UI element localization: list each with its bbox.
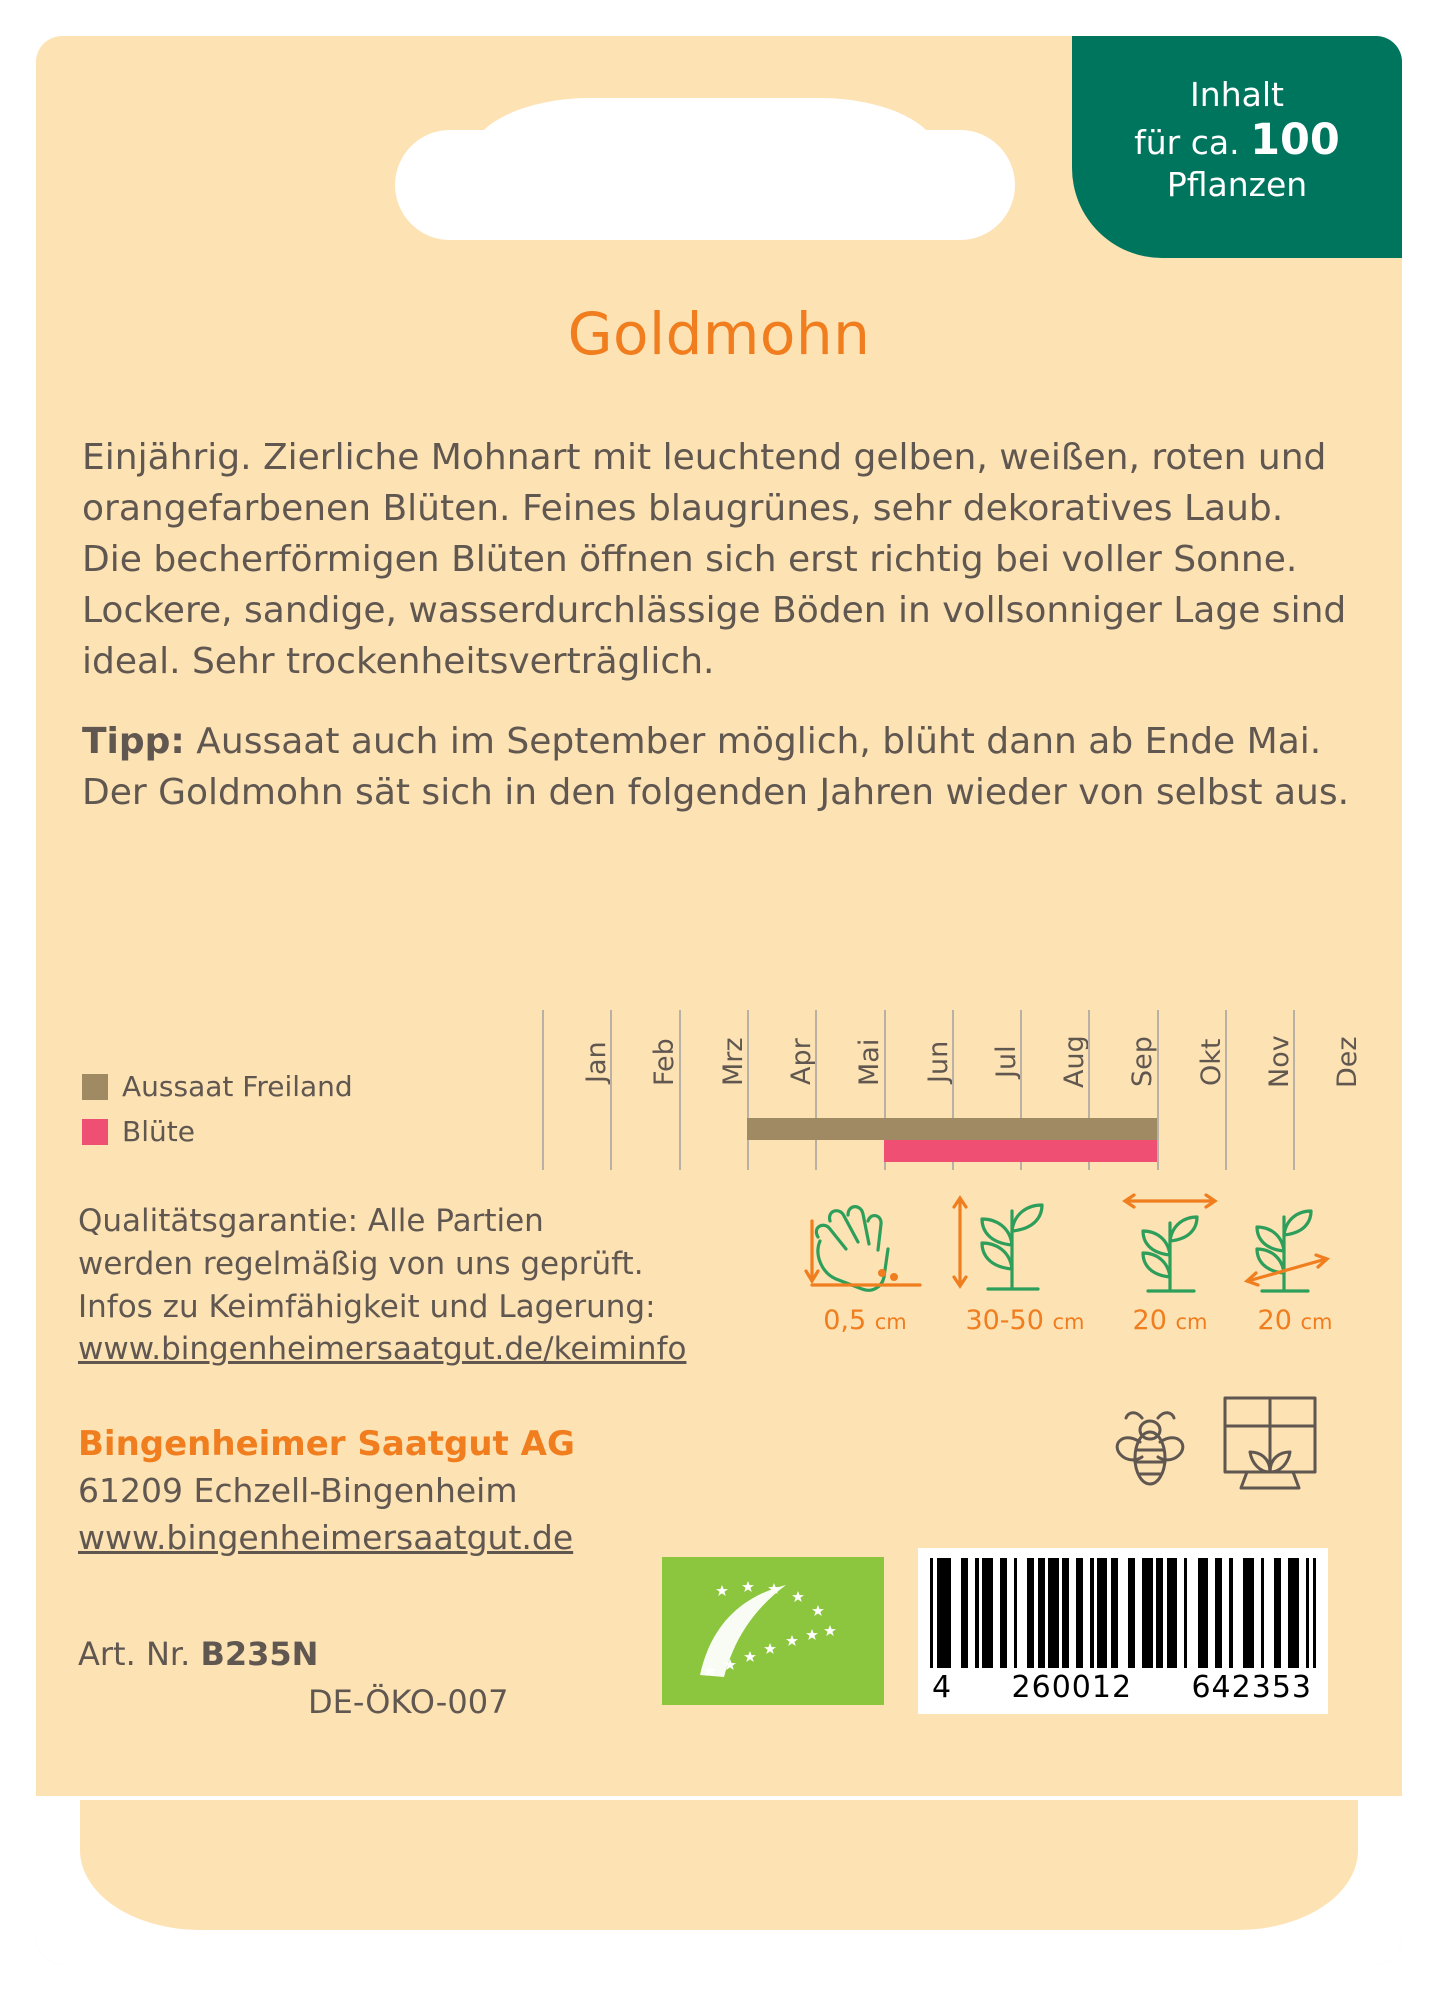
barcode-bar [982, 1558, 992, 1668]
barcode-bar [1038, 1558, 1045, 1668]
barcode-bar [1313, 1558, 1316, 1668]
barcode-left-digits: 260012 [1011, 1670, 1133, 1705]
eu-organic-logo [662, 1557, 884, 1705]
article-number-value: B235N [200, 1635, 319, 1673]
article-number-label: Art. Nr. [78, 1635, 201, 1673]
barcode-bar [1076, 1558, 1083, 1668]
legend-item-bloom [82, 1115, 353, 1148]
barcode-right-digits: 642353 [1191, 1670, 1312, 1705]
barcode-bar [1111, 1558, 1118, 1668]
calendar-bar-sowing [747, 1118, 1157, 1140]
calendar-month-nov [1225, 1010, 1293, 1170]
calendar-month-label: Jan [581, 1041, 612, 1083]
calendar-month-jan [542, 1010, 610, 1170]
calendar-month-label: Mai [854, 1038, 886, 1086]
content-badge-line2 [1072, 115, 1402, 166]
calendar-bar-bloom [884, 1140, 1157, 1162]
bee-friendly-icon [1100, 1400, 1200, 1500]
quality-guarantee [78, 1200, 778, 1371]
tip-paragraph [82, 716, 1352, 818]
tip-text: Aussaat auch im September möglich, blüht dann ab Ende Mai. Der Goldmohn sät sich in den folgenden Jahren wieder von selbst aus. [82, 720, 1350, 813]
company-street: 61209 Echzell-Bingenheim [78, 1471, 518, 1511]
barcode-bar [1215, 1558, 1222, 1668]
content-badge-value: 100 [1250, 114, 1340, 165]
barcode-bar [1208, 1558, 1215, 1668]
barcode-bar [1000, 1558, 1007, 1668]
barcode-bar [1007, 1558, 1014, 1668]
barcode-bar [1069, 1558, 1076, 1668]
barcode-bar [940, 1558, 950, 1668]
legend-label-sowing: Aussaat Freiland [122, 1070, 353, 1103]
plant-height-label [930, 1305, 1120, 1336]
calendar-month-apr [747, 1010, 815, 1170]
calendar-month-mrz [679, 1010, 747, 1170]
barcode-bar [1299, 1558, 1306, 1668]
barcode-bar [1167, 1558, 1177, 1668]
barcode-bars [930, 1558, 1316, 1668]
calendar-month-label: Dez [1332, 1036, 1364, 1088]
bottom-curve [80, 1800, 1358, 1930]
organic-code: DE-ÖKO-007 [308, 1683, 509, 1721]
barcode-bar [968, 1558, 975, 1668]
legend-swatch-bloom [82, 1119, 108, 1145]
plant-height-icon [940, 1185, 1110, 1315]
barcode-bar [1048, 1558, 1058, 1668]
barcode-bar [1097, 1558, 1107, 1668]
calendar-month-label: Okt [1195, 1038, 1227, 1086]
barcode-bar [1281, 1558, 1288, 1668]
windowsill-icon [1215, 1392, 1325, 1507]
calendar-month-mai [815, 1010, 886, 1170]
content-badge [1072, 36, 1402, 258]
barcode-bar [1177, 1558, 1184, 1668]
eu-organic-leaf-icon [662, 1557, 884, 1705]
calendar-month-label: Mrz [717, 1037, 749, 1087]
plant-spacing-value: 20 [1257, 1305, 1292, 1336]
calendar-grid [542, 1010, 1362, 1170]
row-spacing-value: 20 [1132, 1305, 1167, 1336]
tip-label: Tipp: [82, 720, 185, 762]
barcode-bar [1264, 1558, 1274, 1668]
barcode-bar [1017, 1558, 1027, 1668]
calendar-month-okt [1157, 1010, 1225, 1170]
calendar-month-label: Jul [990, 1045, 1022, 1079]
barcode-bar [961, 1558, 968, 1668]
barcode-bar [993, 1558, 1000, 1668]
description-paragraph: Einjährig. Zierliche Mohnart mit leuchtend gelben, weißen, roten und orangefarbenen Blüten. Feines blaugrünes, sehr dekoratives Laub. Die becherförmigen Blüten öffnen sich erst richtig bei voller Sonne. Lockere, sandige, wasserdurchlässige Böden in vollsonniger Lage sind ideal. Sehr trockenheitsverträglich. [82, 437, 1347, 683]
page-title: Goldmohn [567, 300, 871, 368]
company-address [78, 1420, 575, 1562]
barcode-bar [1243, 1558, 1253, 1668]
calendar-month-feb [610, 1010, 681, 1170]
barcode-digits [930, 1668, 1316, 1705]
plant-height-unit: cm [1052, 1310, 1085, 1334]
hang-hole [395, 130, 1015, 240]
sowing-depth-label [780, 1305, 950, 1336]
quality-line3: Infos zu Keimfähigkeit und Lagerung: [78, 1288, 656, 1325]
article-number-block [78, 1630, 508, 1726]
legend-swatch-sowing [82, 1074, 108, 1100]
barcode-bar [1274, 1558, 1281, 1668]
description-block [82, 432, 1352, 846]
quality-line1: Qualitätsgarantie: Alle Partien [78, 1203, 544, 1239]
barcode-lead-digit: 4 [932, 1670, 953, 1705]
calendar-month-dez [1293, 1010, 1364, 1170]
barcode-bar [1156, 1558, 1163, 1668]
barcode-bar [1288, 1558, 1298, 1668]
pictogram-row [790, 1185, 1370, 1385]
barcode [918, 1548, 1328, 1714]
barcode-bar [1027, 1558, 1034, 1668]
plant-spacing-unit: cm [1300, 1310, 1333, 1334]
legend-item-sowing [82, 1070, 353, 1103]
row-spacing-unit: cm [1175, 1310, 1208, 1334]
barcode-bar [951, 1558, 961, 1668]
content-badge-prefix: für ca. [1134, 122, 1251, 162]
barcode-bar [1083, 1558, 1090, 1668]
sowing-calendar [82, 1010, 1362, 1170]
content-badge-line1: Inhalt [1190, 75, 1284, 114]
plant-spacing-icon [1230, 1185, 1370, 1315]
barcode-bar [1118, 1558, 1128, 1668]
barcode-bar [1128, 1558, 1135, 1668]
barcode-bar [1135, 1558, 1142, 1668]
barcode-bar [1198, 1558, 1208, 1668]
sowing-depth-value: 0,5 [823, 1305, 867, 1336]
calendar-month-label: Jun [922, 1040, 954, 1084]
calendar-legend [82, 1070, 353, 1160]
barcode-bar [1062, 1558, 1069, 1668]
barcode-bar [1222, 1558, 1229, 1668]
barcode-bar [1187, 1558, 1197, 1668]
sowing-depth-unit: cm [874, 1310, 907, 1334]
company-name: Bingenheimer Saatgut AG [78, 1424, 575, 1464]
legend-label-bloom: Blüte [122, 1115, 195, 1148]
keiminfo-link[interactable]: www.bingenheimersaatgut.de/keiminfo [78, 1331, 687, 1368]
plant-height-value: 30-50 [965, 1305, 1044, 1336]
barcode-bar [1254, 1558, 1261, 1668]
calendar-month-label: Aug [1059, 1035, 1091, 1089]
barcode-bar [1142, 1558, 1152, 1668]
calendar-month-label: Nov [1264, 1035, 1295, 1089]
calendar-month-label: Apr [785, 1038, 817, 1086]
plant-spacing-label [1220, 1305, 1370, 1336]
calendar-month-label: Feb [649, 1038, 681, 1086]
sowing-depth-icon [790, 1185, 940, 1315]
row-spacing-label [1105, 1305, 1235, 1336]
barcode-bar [1233, 1558, 1243, 1668]
content-badge-line3: Pflanzen [1166, 164, 1308, 204]
row-spacing-icon [1110, 1185, 1230, 1315]
company-website-link[interactable]: www.bingenheimersaatgut.de [78, 1518, 574, 1558]
calendar-month-label: Sep [1127, 1036, 1159, 1088]
quality-line2: werden regelmäßig von uns geprüft. [78, 1245, 644, 1282]
